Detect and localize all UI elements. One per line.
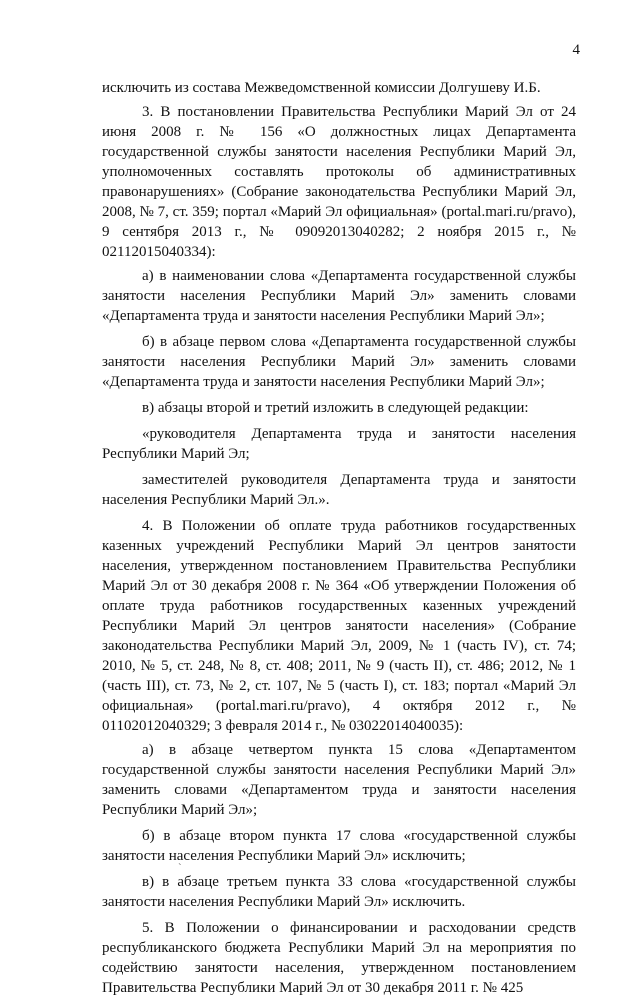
scan-mark: ` (178, 862, 182, 874)
paragraph-item-3v: в) абзацы второй и третий изложить в следующей редакции: (142, 400, 529, 416)
paragraph-item-4b: б) в абзаце втором пункта 17 слова «государственной службы занятости населения Республики Марий Эл» исключить; (102, 828, 576, 864)
paragraph-item-3: 3. В постановлении Правительства Республики Марий Эл от 24 июня 2008 г. № 156 «О должностных лицах Департамента государственной службы занятости населения Республики Марий Эл, уполномоченных составлять протоколы об административных правонарушениях» (Собрание законодательства Республики Марий Эл, 2008, № 7, ст. 359; портал «Марий Эл официальная» (portal.mari.ru/pravo), 9 сентября 2013 г., № 09092013040282; 2 ноября 2015 г., № 02112015040334): (102, 104, 576, 260)
paragraph-item-3a: а) в наименовании слова «Департамента государственной службы занятости населения Республики Марий Эл» заменить словами «Департамента труда и занятости населения Республики Марий Эл»; (102, 268, 576, 324)
document-body (102, 78, 576, 1002)
paragraph-item-5: 5. В Положении о финансировании и расходовании средств республиканского бюджета Республики Марий Эл на мероприятия по содействию занятости населения, утвержденном постановлением Правительства Республики Марий Эл от 30 декабря 2011 г. № 425 (102, 920, 576, 996)
paragraph-quote-deputies: заместителей руководителя Департамента труда и занятости населения Республики Марий Эл.». (102, 472, 576, 508)
paragraph-item-4: 4. В Положении об оплате труда работников государственных казенных учреждений Республики Марий Эл центров занятости населения, утвержденном постановлением Правительства Республики Марий Эл от 30 декабря 2008 г. № 364 «Об утверждении Положения об оплате труда работников государственных казенных учреждений Республики Марий Эл центров занятости населения» (Собрание законодательства Республики Марий Эл, 2009, № 1 (часть IV), ст. 74; 2010, № 5, ст. 248, № 8, ст. 408; 2011, № 9 (часть II), ст. 486; 2012, № 1 (часть III), ст. 73, № 2, ст. 107, № 5 (часть I), ст. 183; портал «Марий Эл официальная» (portal.mari.ru/pravo), 4 октября 2012 г., № 01102012040329; 3 февраля 2014 г., № 03022014040035): (102, 518, 576, 734)
paragraph-item-4a: а) в абзаце четвертом пункта 15 слова «Департаментом государственной службы занятости населения Республики Марий Эл» заменить словами «Департаментом труда и занятости населения Республики Марий Эл»; (102, 742, 576, 818)
page-number: 4 (572, 42, 580, 58)
paragraph-exclude-member: исключить из состава Межведомственной комиссии Долгушеву И.Б. (102, 80, 541, 96)
paragraph-item-3b: б) в абзаце первом слова «Департамента государственной службы занятости населения Республики Марий Эл» заменить словами «Департамента труда и занятости населения Республики Марий Эл»; (102, 334, 576, 390)
paragraph-item-4v: в) в абзаце третьем пункта 33 слова «государственной службы занятости населения Республики Марий Эл» исключить. (102, 874, 576, 910)
paragraph-quote-head: «руководителя Департамента труда и занятости населения Республики Марий Эл; (102, 426, 576, 462)
